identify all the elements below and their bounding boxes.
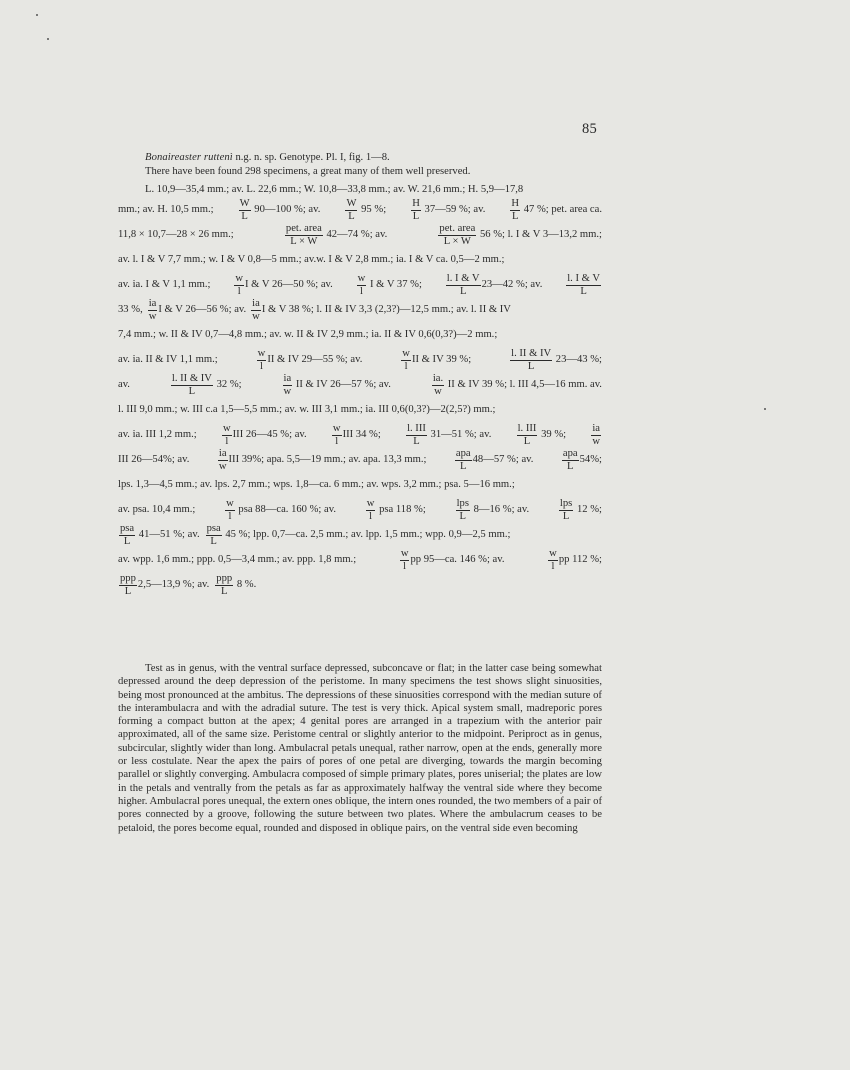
measurements-block xyxy=(118,182,602,598)
measurements-section xyxy=(118,151,602,598)
measure-line: $\frac{\text{psa}}{L}$ 41—51 %; av. $\frac{\text{psa}}{L}$ 45 %; lpp. 0,7—ca. 2,5 mm.; av. lpp. 1,5 mm.; wpp. 0,9—2,5 mm.; xyxy=(120,523,511,547)
intro-line: There have been found 298 specimens, a great many of them well preserved. xyxy=(145,165,471,177)
measure-line: mm.; av. H. 10,5 mm.; $\frac{W}{L}$ 90—100 %; av. $\frac{W}{L}$ 95 %; $\frac{H}{L}$ 37—59 %; av. $\frac{H}{L}$ 47 %; pet. area ca. xyxy=(118,198,602,222)
measure-line: 11,8 × 10,7—28 × 26 mm.; $\frac{\text{pet. area}}{L \times W}$ 42—74 %; av. $\frac{\text{pet. area}}{L \times W}$ 56 %; l. I & V 3—13,2 mm.; xyxy=(118,223,602,247)
description-paragraph: Test as in genus, with the ventral surface depressed, subconcave or flat; in the latter case being somewhat depressed around the deep depression of the peristome. In many specimens the test shows slight sinuosities, being most pronounced at the ambitus. The depressions of these sinuosities correspond with the median suture of the interambulacra and with the adradial suture. The test is very thick. Apical system small, madreporic pores forming a compact button at the apex; 4 genital pores are arranged in a trapezium with the anterior pair approximated, all of the same size. Peristome central or slightly anterior to the midpoint. Periproct as in genus, subcircular, slightly wider than long. Ambulacral petals unequal, rather narrow, open at the ends, generally more or less costulate. Near the apex the pairs of pores of one petal are diverging, towards the margin becoming parallel or slightly converging. Ambulacra composed of simple primary plates, pores uniserial; the plates are low in the petals and ventrally from the petals as far as approximately halfway the ventral side where they become higher. Ambulacral pores unequal, the extern ones oblique, the intern ones rounded, the two members of a pair of pores connected by a groove, following the suture between two plates. Where the ambulacrum ceases to be petaloid, the pores become equal, rounded and disposed in oblique pairs, on the ventral side even becoming xyxy=(118,662,602,834)
species-heading xyxy=(118,151,602,165)
measure-line: av. ia. III 1,2 mm.; $\frac{w}{l}$ III 26—45 %; av. $\frac{w}{l}$ III 34 %; $\frac{\text{l. III}}{L}$ 31—51 %; av. $\frac{\text{l. III}}{L}$ 39 %; $\frac{ia}{w}$ xyxy=(118,423,600,447)
measure-line: l. III 9,0 mm.; w. III c.a 1,5—5,5 mm.; av. w. III 3,1 mm.; ia. III 0,6(0,3?)—2(2,5?) mm.; xyxy=(118,404,496,416)
species-name: Bonaireaster ruttenì xyxy=(145,152,233,163)
measure-line: av. ia. I & V 1,1 mm.; $\frac{w}{l}$ I & V 26—50 %; av. $\frac{w}{l}$ I & V 37 %; $\frac{l. I \& V}{L}$ 23—42 %; av. $\frac{l. I \& V}{L}$ xyxy=(118,273,600,297)
measure-line: av. $\frac{l. II \& IV}{L}$ 32 %; $\frac{ia}{w}$ II & IV 26—57 %; av. $\frac{ia.}{w}$ II & IV 39 %; l. III 4,5—16 mm. av. xyxy=(118,373,602,397)
measure-line: av. l. I & V 7,7 mm.; w. I & V 0,8—5 mm.; av.w. I & V 2,8 mm.; ia. I & V ca. 0,5—2 mm.; xyxy=(118,254,505,266)
measure-line: lps. 1,3—4,5 mm.; av. lps. 2,7 mm.; wps. 1,8—ca. 6 mm.; av. wps. 3,2 mm.; psa. 5—16 mm.; xyxy=(118,479,515,491)
measure-line: av. ia. II & IV 1,1 mm.; $\frac{w}{l}$ II & IV 29—55 %; av. $\frac{w}{l}$ II & IV 39 %; $\frac{l. II \& IV}{L}$ 23—43 %; xyxy=(118,348,602,372)
measure-line: av. wpp. 1,6 mm.; ppp. 0,5—3,4 mm.; av. ppp. 1,8 mm.; $\frac{w}{l}$ pp 95—ca. 146 %; av. $\frac{w}{l}$ pp 112 %; xyxy=(118,548,602,572)
speck xyxy=(47,38,49,40)
speck xyxy=(36,14,38,16)
measure-line: $\frac{\text{ppp}}{L}$ 2,5—13,9 %; av. $\frac{\text{ppp}}{L}$ 8 %. xyxy=(120,573,257,597)
page-number: 85 xyxy=(582,121,598,137)
measure-line: 33 %, $\frac{ia}{w}$ I & V 26—56 %; av. $\frac{ia}{w}$ I & V 38 %; l. II & IV 3,3 (2,3?)—12,5 mm.; av. l. II & IV xyxy=(118,298,511,322)
measure-line: av. psa. 10,4 mm.; $\frac{w}{l}$ psa 88—ca. 160 %; av. $\frac{w}{l}$ psa 118 %; $\frac{\text{lps}}{L}$ 8—16 %; av. $\frac{\text{lps}}{L}$ 12 %; xyxy=(118,498,602,522)
measure-line: 7,4 mm.; w. II & IV 0,7—4,8 mm.; av. w. II & IV 2,9 mm.; ia. II & IV 0,6(0,3?)—2 mm.; xyxy=(118,329,498,341)
speck xyxy=(764,408,766,410)
measure-line: L. 10,9—35,4 mm.; av. L. 22,6 mm.; W. 10,8—33,8 mm.; av. W. 21,6 mm.; H. 5,9—17,8 xyxy=(145,183,524,195)
measure-line: III 26—54%; av. $\frac{ia}{w}$ III 39%; apa. 5,5—19 mm.; av. apa. 13,3 mm.; $\frac{\text{apa}}{L}$ 48—57 %; av. $\frac{\text{apa}}{L}$ 54%; xyxy=(118,448,602,472)
heading-rest: n.g. n. sp. Genotype. Pl. I, fig. 1—8. xyxy=(232,152,390,163)
